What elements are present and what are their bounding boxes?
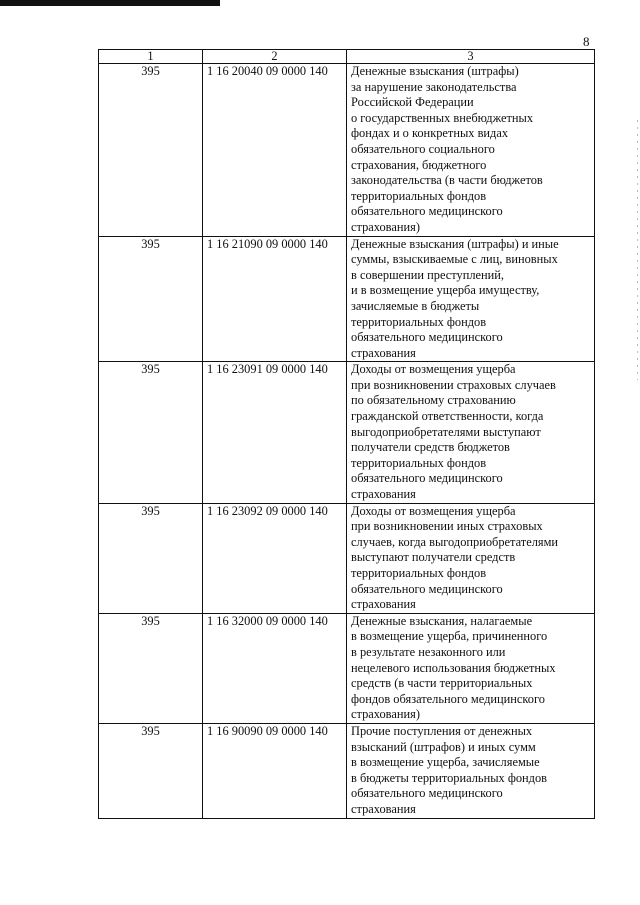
description-line: в бюджеты территориальных фондов (351, 770, 548, 785)
top-rule (0, 0, 220, 6)
budget-classification-code-cell: 1 16 90090 09 0000 140 (203, 723, 347, 818)
description-line: в возмещение ущерба, зачисляемые (351, 755, 540, 770)
description-line: Российской Федерации (351, 95, 474, 110)
scan-edge-mark (637, 120, 638, 380)
revenue-description-cell (347, 723, 595, 818)
description-line: в возмещение ущерба, причиненного (351, 629, 548, 644)
description-line: Доходы от возмещения ущерба (351, 362, 516, 377)
description-line: страхования (351, 597, 416, 612)
description-line: фондах и о конкретных видах (351, 126, 509, 141)
description-line: Прочие поступления от денежных (351, 723, 533, 738)
table-row (99, 503, 595, 613)
description-line: обязательного медицинского (351, 786, 503, 801)
revenue-description-cell (347, 236, 595, 362)
header-row (99, 50, 595, 64)
description-line: при возникновении иных страховых (351, 519, 543, 534)
description-line: обязательного социального (351, 141, 495, 156)
description-line: и в возмещение ущерба имуществу, (351, 283, 540, 298)
description-line: выгодоприобретателями выступают (351, 424, 541, 439)
admin-code-cell: 395 (99, 613, 203, 723)
description-line: обязательного медицинского (351, 330, 503, 345)
admin-code-cell: 395 (99, 236, 203, 362)
description-line: страхования (351, 487, 416, 502)
budget-classification-code-cell: 1 16 32000 09 0000 140 (203, 613, 347, 723)
admin-code-cell: 395 (99, 723, 203, 818)
description-line: Доходы от возмещения ущерба (351, 503, 516, 518)
budget-classification-code-cell: 1 16 23092 09 0000 140 (203, 503, 347, 613)
description-line: страхования) (351, 707, 420, 722)
column-header: 1 (99, 50, 203, 64)
revenue-description-cell (347, 503, 595, 613)
description-line: Денежные взыскания, налагаемые (351, 613, 533, 628)
description-line: получатели средств бюджетов (351, 440, 510, 455)
description-line: территориальных фондов (351, 455, 487, 470)
description-line: случаев, когда выгодоприобретателями (351, 534, 559, 549)
description-line: в совершении преступлений, (351, 267, 505, 282)
description-line: фондов обязательного медицинского (351, 691, 545, 706)
description-line: страхования (351, 801, 416, 816)
column-header: 3 (347, 50, 595, 64)
budget-classification-code-cell: 1 16 23091 09 0000 140 (203, 362, 347, 503)
description-line: страхования) (351, 219, 420, 234)
description-line: о государственных внебюджетных (351, 110, 534, 125)
budget-classification-code-cell: 1 16 20040 09 0000 140 (203, 64, 347, 237)
description-line: страхования (351, 345, 416, 360)
description-line: суммы, взыскиваемые с лиц, виновных (351, 252, 558, 267)
description-line: при возникновении страховых случаев (351, 377, 556, 392)
table-row (99, 236, 595, 362)
description-line: территориальных фондов (351, 188, 487, 203)
description-line: законодательства (в части бюджетов (351, 173, 543, 188)
description-line: нецелевого использования бюджетных (351, 660, 556, 675)
table-row (99, 362, 595, 503)
table-row (99, 613, 595, 723)
description-line: в результате незаконного или (351, 644, 506, 659)
description-line: зачисляемые в бюджеты (351, 298, 480, 313)
description-line: взысканий (штрафов) и иных сумм (351, 739, 536, 754)
budget-classification-code-cell: 1 16 21090 09 0000 140 (203, 236, 347, 362)
admin-code-cell: 395 (99, 362, 203, 503)
page-number: 8 (583, 34, 590, 49)
description-line: гражданской ответственности, когда (351, 409, 544, 424)
description-line: обязательного медицинского (351, 204, 503, 219)
table-row (99, 723, 595, 818)
description-line: страхования, бюджетного (351, 157, 487, 172)
description-line: по обязательному страхованию (351, 393, 516, 408)
description-line: территориальных фондов (351, 314, 487, 329)
description-line: выступают получатели средств (351, 550, 516, 565)
revenue-description-cell (347, 613, 595, 723)
description-line: Денежные взыскания (штрафы) и иные (351, 236, 559, 251)
revenue-codes-table (98, 49, 595, 819)
revenue-description-cell (347, 362, 595, 503)
description-line: Денежные взыскания (штрафы) (351, 64, 519, 78)
description-line: за нарушение законодательства (351, 79, 517, 94)
description-line: обязательного медицинского (351, 471, 503, 486)
revenue-description-cell (347, 64, 595, 237)
table-row (99, 64, 595, 237)
description-line: обязательного медицинского (351, 581, 503, 596)
description-line: территориальных фондов (351, 566, 487, 580)
column-header: 2 (203, 50, 347, 64)
admin-code-cell: 395 (99, 503, 203, 613)
description-line: средств (в части территориальных (351, 676, 533, 691)
admin-code-cell: 395 (99, 64, 203, 237)
